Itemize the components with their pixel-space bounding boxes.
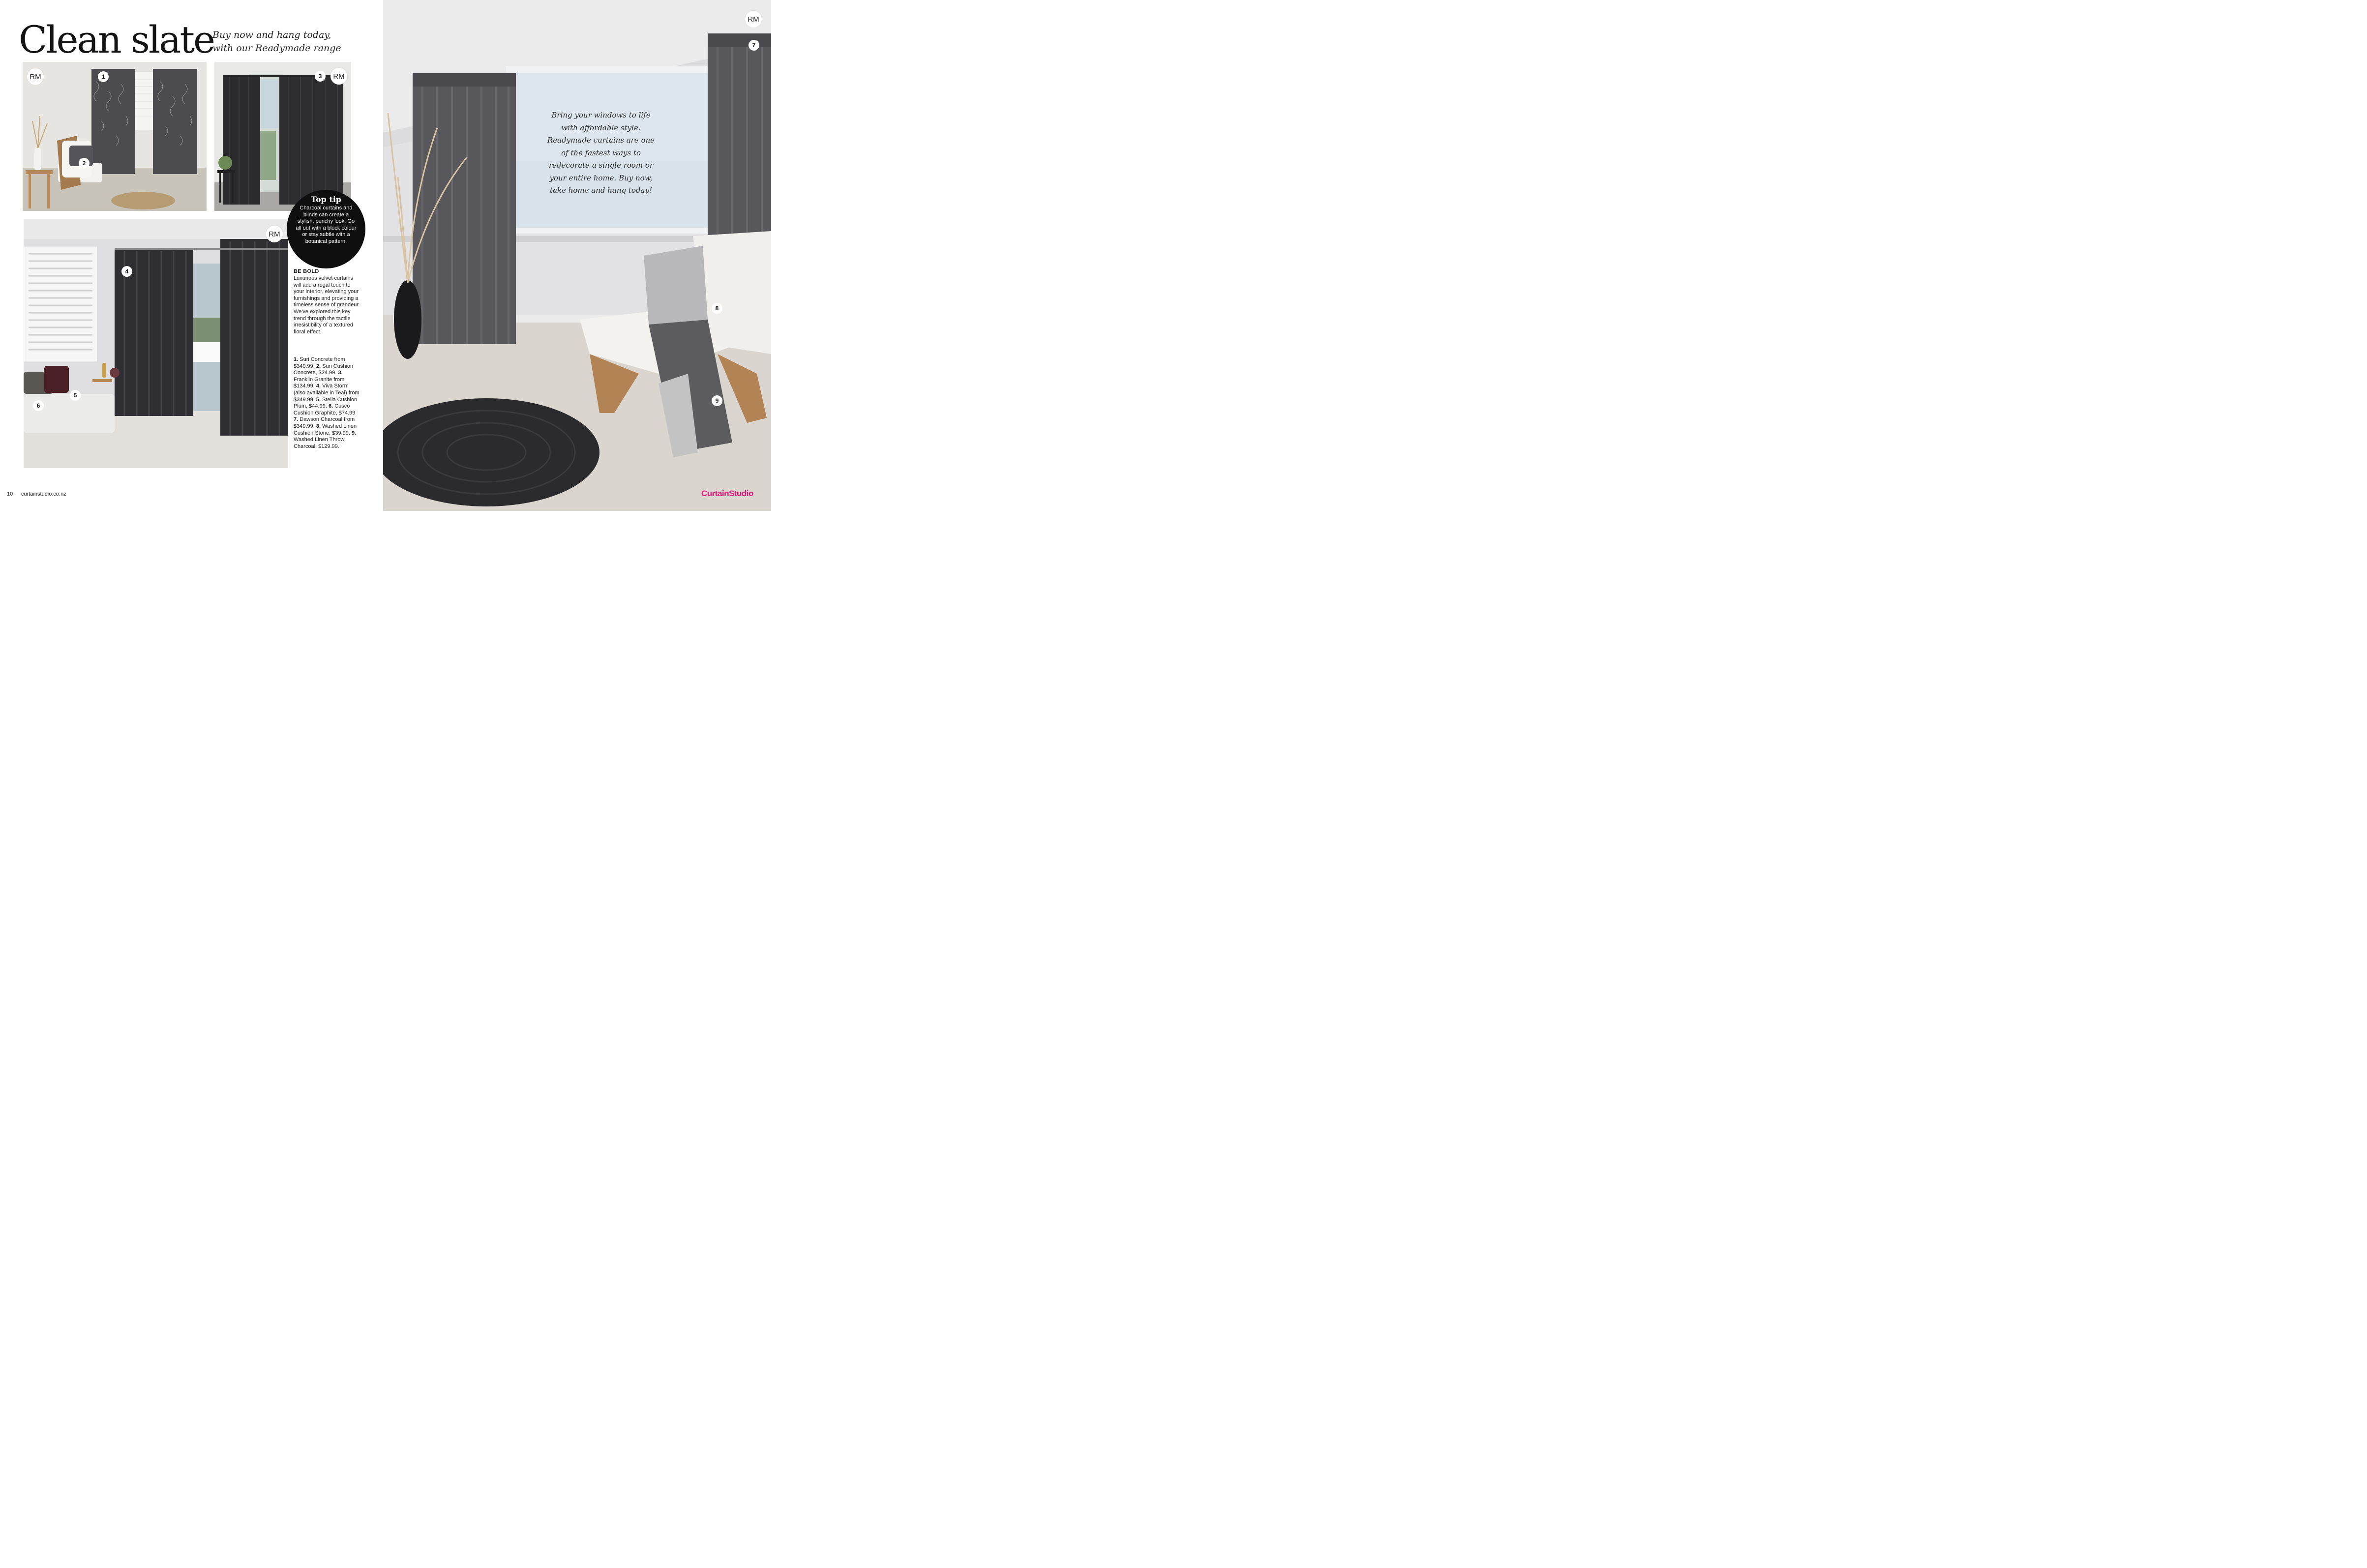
top-tip-title: Top tip: [310, 195, 342, 204]
rm-badge: RM: [266, 226, 283, 242]
product-marker-6: 6: [33, 400, 44, 411]
photo-suri-concrete-room: [23, 62, 207, 211]
photo-dawson-charcoal-illustration: [383, 0, 771, 511]
photo-dawson-charcoal-room: [383, 0, 771, 511]
product-num-9: 9.: [352, 430, 357, 436]
window-quote: Bring your windows to life with affordable style. Readymade curtains are one of the fastest ways to redecorate a single room or your entire home. Buy now, take home and hang today!: [547, 111, 655, 195]
photo-franklin-granite-illustration: [214, 62, 351, 211]
be-bold-heading: BE BOLD: [294, 268, 319, 274]
product-marker-2: 2: [79, 158, 90, 169]
product-text-4: Viva Storm (also available in Teal) from $349.99.: [294, 383, 360, 403]
product-num-1: 1.: [294, 356, 299, 362]
product-text-2: Suri Cushion Concrete, $24.99.: [294, 363, 354, 376]
rm-badge: RM: [745, 11, 762, 28]
product-text-9: Washed Linen Throw Charcoal, $129.99.: [294, 437, 345, 449]
footer-url[interactable]: curtainstudio.co.nz: [21, 491, 66, 497]
product-marker-1: 1: [98, 71, 109, 82]
product-text-8: Washed Linen Cushion Stone, $39.99.: [294, 423, 357, 436]
product-marker-3: 3: [315, 71, 326, 82]
product-text-1: Suri Concrete from $349.99.: [294, 356, 345, 369]
product-text-5: Stella Cushion Plum, $44.99.: [294, 396, 358, 410]
product-num-2: 2.: [316, 363, 321, 369]
product-num-6: 6.: [328, 403, 333, 410]
product-text-6: Cusco Cushion Graphite, $74.99: [294, 403, 356, 416]
product-num-3: 3.: [338, 370, 343, 376]
be-bold-body: Luxurious velvet curtains will add a regal touch to your interior, elevating your furnishings and providing a timeless sense of grandeur. We've explored this key trend through the tactile irresistibility of a textured floral effect.: [294, 275, 360, 335]
product-marker-8: 8: [712, 303, 722, 314]
rm-badge: RM: [27, 68, 44, 85]
top-tip-callout: [287, 190, 365, 268]
product-marker-4: 4: [121, 266, 132, 277]
photo-franklin-granite-room: [214, 62, 351, 211]
photo-viva-storm-room: [24, 219, 288, 468]
product-marker-9: 9: [712, 395, 722, 406]
page-number: 10: [7, 491, 13, 497]
product-num-7: 7.: [294, 416, 299, 423]
brand-logo[interactable]: CurtainStudio: [701, 489, 753, 498]
rm-badge: RM: [330, 68, 347, 85]
page-title: Clean slate: [19, 18, 214, 61]
product-marker-5: 5: [70, 390, 81, 401]
product-text-7: Dawson Charcoal from $349.99.: [294, 416, 355, 429]
tagline-line-2: with our Readymade range: [212, 43, 341, 54]
top-tip-body: Charcoal curtains and blinds can create a stylish, punchy look. Go all out with a block colour or stay subtle with a botanical pattern.: [296, 205, 357, 244]
product-list: [294, 356, 360, 450]
product-num-5: 5.: [316, 396, 321, 403]
photo-viva-storm-illustration: [24, 219, 288, 468]
product-num-8: 8.: [316, 423, 321, 429]
tagline: [212, 29, 360, 55]
product-marker-7: 7: [749, 40, 759, 51]
tagline-line-1: Buy now and hang today,: [212, 30, 331, 40]
photo-suri-concrete-illustration: [23, 62, 207, 211]
product-text-3: Franklin Granite from $134.99.: [294, 376, 345, 389]
product-num-4: 4.: [316, 383, 321, 389]
